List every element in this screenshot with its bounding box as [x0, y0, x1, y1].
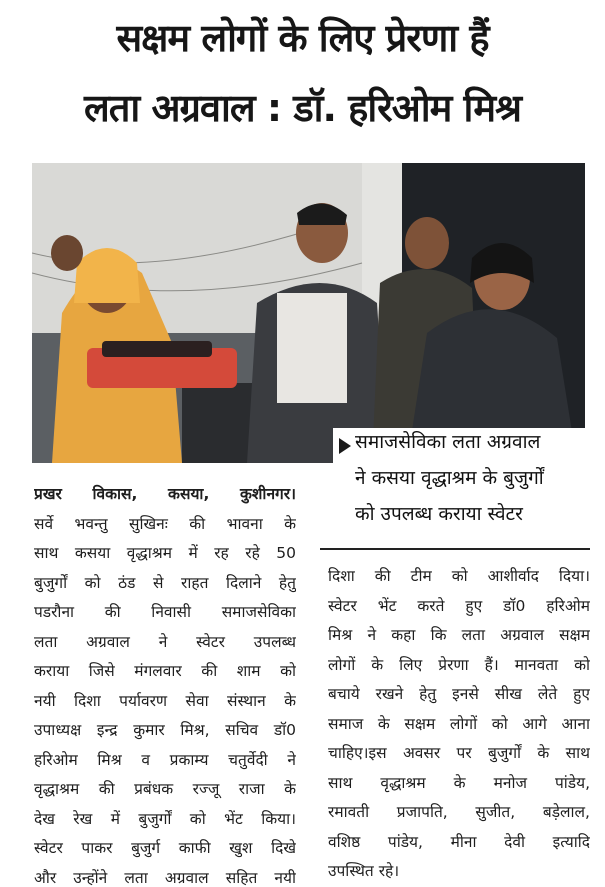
headline-line-2: लता अग्रवाल : डॉ. हरिओम मिश्र	[83, 86, 522, 130]
article-line: स्वेटर भेंट करते हुए डॉ0 हरिओम	[328, 596, 590, 615]
article-line: और उन्होंने लता अग्रवाल सहित नयी	[34, 868, 296, 887]
article-line: वृद्धाश्रम की प्रबंधक रज्जू राजा के	[34, 780, 296, 798]
photo-caption	[333, 428, 595, 538]
article-line: रमावती प्रजापति, सुजीत, बड़ेलाल,	[328, 803, 590, 821]
article-line: साथ वृद्धाश्रम के मनोज पांडेय,	[328, 773, 590, 792]
article-line: चाहिए।इस अवसर पर बुजुर्गों के साथ	[328, 744, 590, 762]
article-line: उपाध्यक्ष इन्द्र कुमार मिश्र, सचिव डॉ0	[34, 721, 296, 739]
article-line: स्वेटर पाकर बुजुर्ग काफी खुश दिखे	[34, 839, 296, 857]
column-divider-rule	[320, 548, 590, 550]
article-column-right	[328, 562, 590, 887]
article-line: हरिओम मिश्र व प्रकाम्य चतुर्वेदी ने	[34, 750, 296, 769]
caption-line: समाजसेविका लता अग्रवाल	[355, 431, 541, 453]
article-line: नयी दिशा पर्यावरण सेवा संस्थान के	[34, 691, 296, 710]
article-line: दिशा की टीम को आशीर्वाद दिया।	[328, 567, 590, 585]
headline-line-1: सक्षम लोगों के लिए प्रेरणा हैं	[116, 16, 489, 60]
article-line: उपस्थित रहे।	[328, 862, 400, 880]
article-line: समाज के सक्षम लोगों को आगे आना	[328, 714, 590, 733]
article-line: देख रेख में बुजुर्गों को भेंट किया।	[34, 809, 296, 828]
photo-illustration	[32, 163, 585, 463]
article-line: सर्वे भवन्तु सुखिनः की भावना के	[34, 514, 296, 533]
article-line: लोगों के लिए प्रेरणा हैं। मानवता को	[328, 655, 590, 674]
article-line: बुजुर्गों को ठंड से राहत दिलाने हेतु	[34, 573, 296, 592]
article-line: लता अग्रवाल ने स्वेटर उपलब्ध	[34, 632, 296, 651]
article-line: वशिष्ठ पांडेय, मीना देवी इत्यादि	[328, 832, 590, 851]
caption-line: को उपलब्ध कराया स्वेटर	[355, 503, 523, 525]
article-line: कराया जिसे मंगलवार की शाम को	[34, 662, 296, 680]
article-line: पडरौना की निवासी समाजसेविका	[34, 603, 296, 621]
article-line: बचाये रखने हेतु इनसे सीख लेते हुए	[328, 685, 590, 703]
news-photo	[32, 163, 585, 463]
caption-arrow-icon	[339, 438, 351, 454]
dateline: प्रखर विकास, कसया, कुशीनगर।	[34, 485, 296, 503]
article-column-left	[34, 480, 296, 887]
article-line: साथ कसया वृद्धाश्रम में रह रहे 50	[34, 544, 296, 562]
article-line: मिश्र ने कहा कि लता अग्रवाल सक्षम	[328, 626, 590, 644]
caption-line: ने कसया वृद्धाश्रम के बुजुर्गों	[355, 467, 544, 489]
